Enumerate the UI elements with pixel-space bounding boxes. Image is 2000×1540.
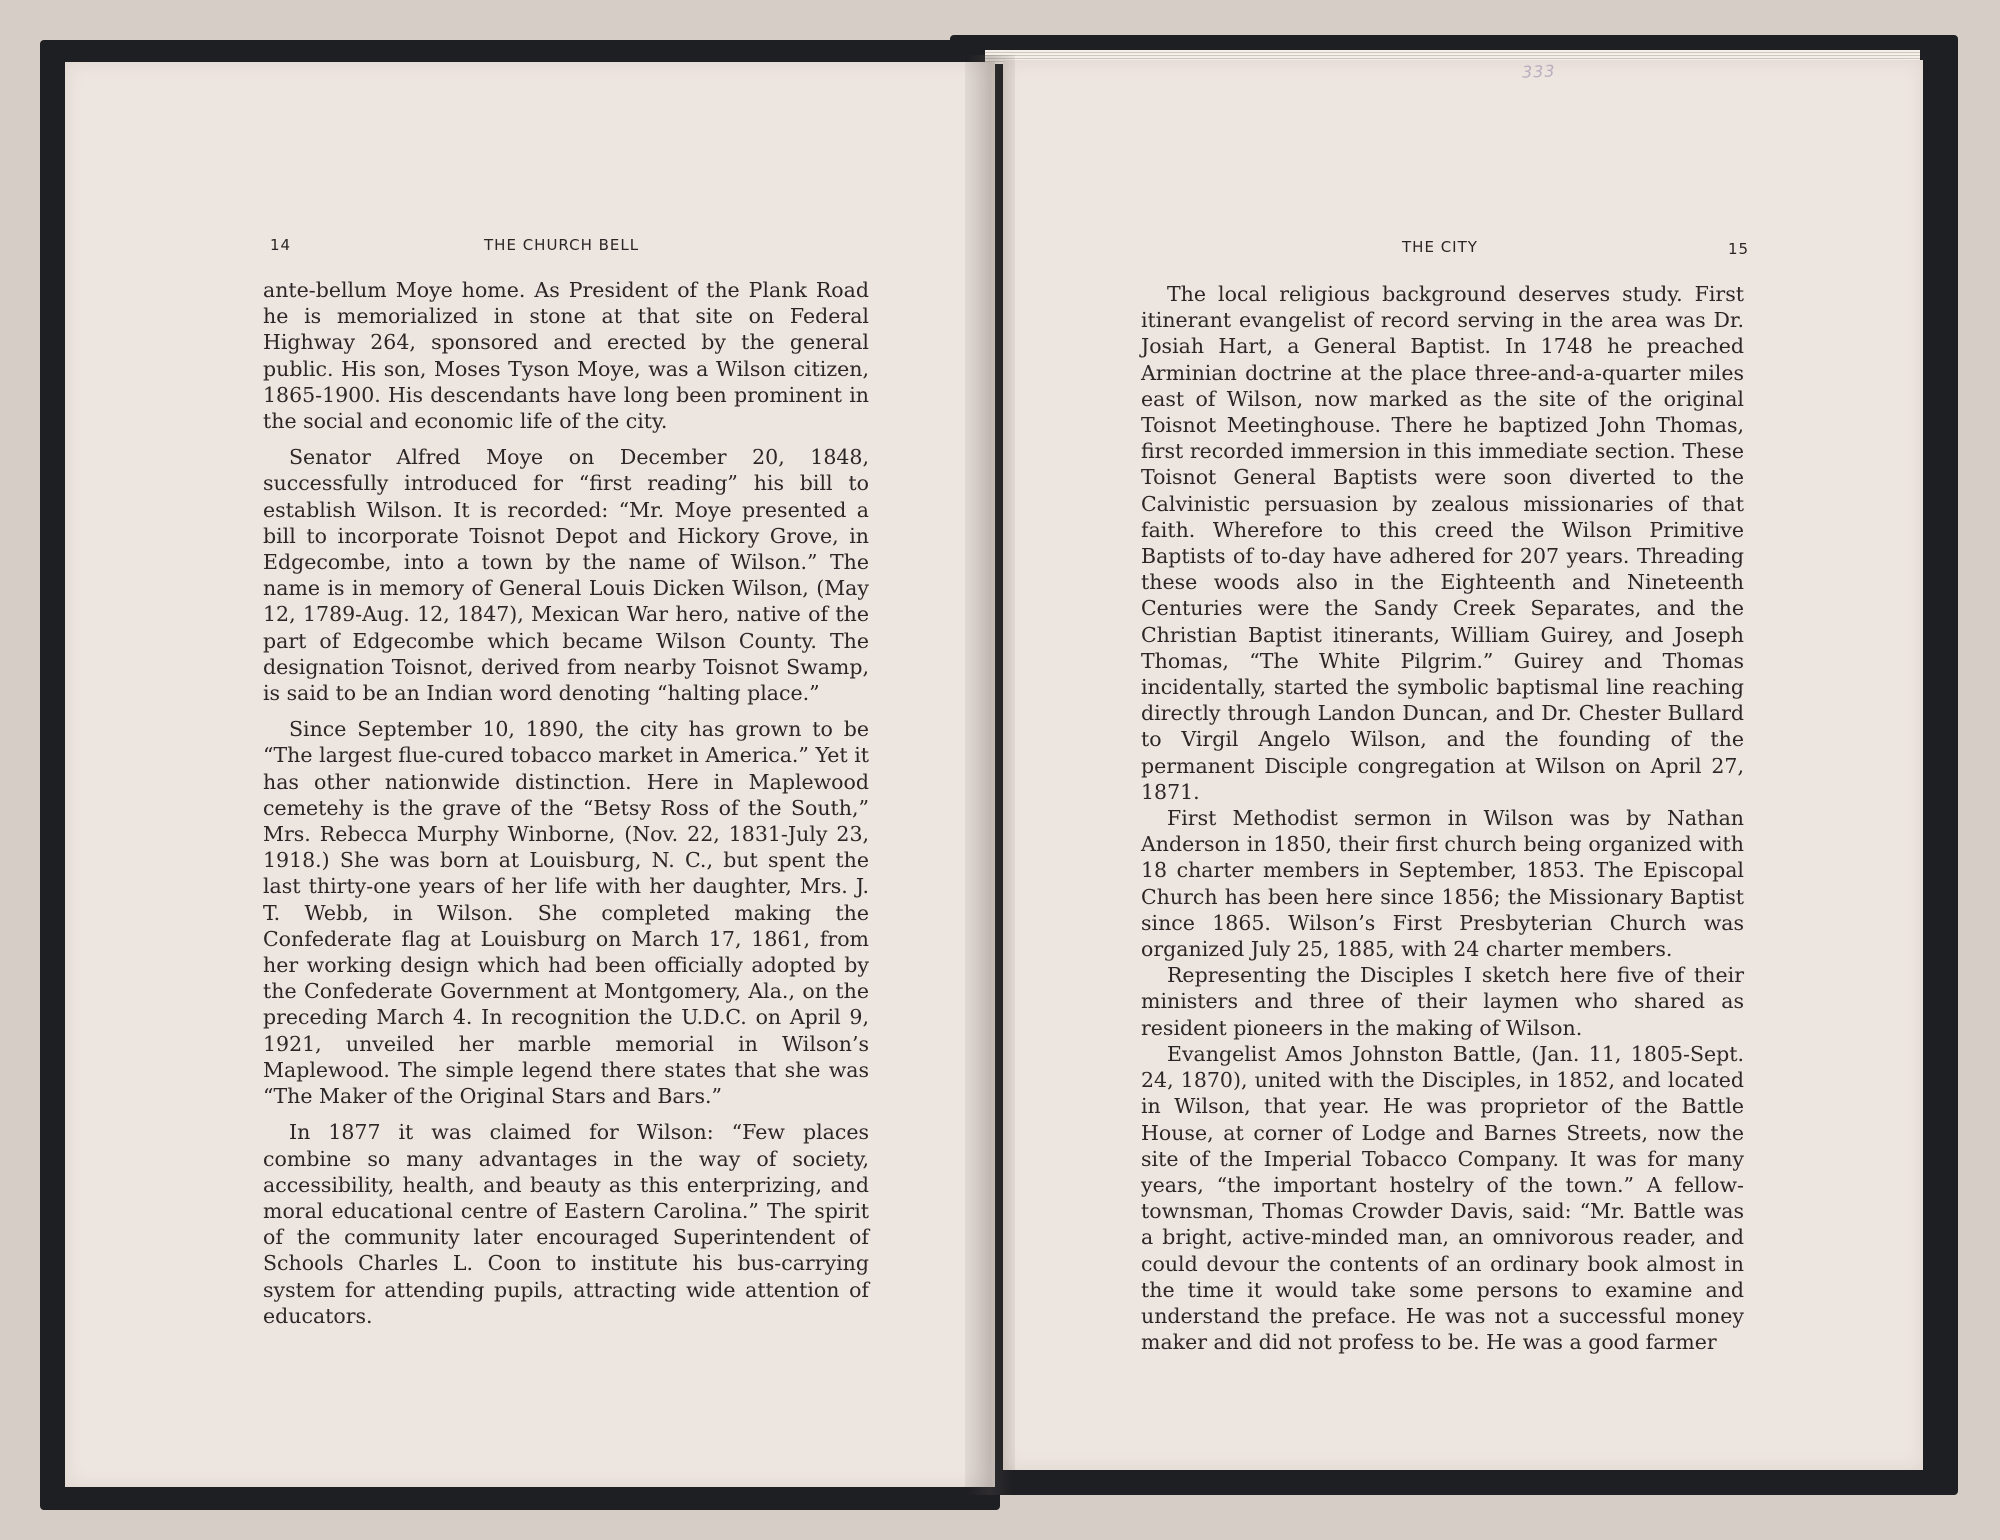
paragraph: Since September 10, 1890, the city has grown to be “The largest flue-cured tobacco market in America.” Yet it has other nationwide distinction. Here in Maplewood cemetehy is the grave of the “Betsy Ross of the South,” Mrs. Rebecca Murphy Winborne, (Nov. 22, 1831-July 23, 1918.) She was born at Louisburg, N. C., but spent the last thirty-one years of her life with her daughter, Mrs. J. T. Webb, in Wilson. She completed making the Confederate flag at Louisburg on March 17, 1861, from her working design which had been officially adopted by the Confederate Government at Montgomery, Ala., on the preceding March 4. In recognition the U.D.C. on April 9, 1921, unveiled her marble memorial in Wilson’s Maplewood. The simple legend there states that she was “The Maker of the Original Stars and Bars.”: [263, 717, 869, 1109]
pencil-stamp: 333: [1521, 61, 1556, 82]
right-page-number: 15: [1728, 240, 1750, 258]
left-page-number: 14: [270, 236, 292, 254]
left-running-head: THE CHURCH BELL: [484, 236, 640, 254]
paragraph: ante-bellum Moye home. As President of the Plank Road he is memorialized in stone at that site on Federal Highway 264, sponsored and erected by the general public. His son, Moses Tyson Moye, was a Wilson citizen, 1865-1900. His descendants have long been prominent in the social and economic life of the city.: [263, 278, 869, 434]
paragraph: Evangelist Amos Johnston Battle, (Jan. 11, 1805-Sept. 24, 1870), united with the Disciples, in 1852, and located in Wilson, that year. He was proprietor of the Battle House, at corner of Lodge and Barnes Streets, now the site of the Imperial Tobacco Company. It was for many years, “the important hostelry of the town.” A fellow-townsman, Thomas Crowder Davis, said: “Mr. Battle was a bright, active-minded man, an omnivorous reader, and could devour the contents of an ordinary book almost in the time it would take some persons to examine and understand the preface. He was not a successful money maker and did not profess to be. He was a good farmer: [1141, 1041, 1744, 1355]
paragraph: In 1877 it was claimed for Wilson: “Few places combine so many advantages in the way of society, accessibility, health, and beauty as this enterprizing, and moral educational centre of Eastern Carolina.” The spirit of the community later encouraged Superintendent of Schools Charles L. Coon to institute his bus-carrying system for attending pupils, attracting wide attention of educators.: [263, 1120, 869, 1328]
right-page-text: [1141, 281, 1744, 1355]
left-page-text: [263, 277, 869, 1329]
paragraph: Senator Alfred Moye on December 20, 1848, successfully introduced for “first reading” his bill to establish Wilson. It is recorded: “Mr. Moye presented a bill to incorporate Toisnot Depot and Hickory Grove, in Edgecombe, into a town by the name of Wilson.” The name is in memory of General Louis Dicken Wilson, (May 12, 1789-Aug. 12, 1847), Mexican War hero, native of the part of Edgecombe which became Wilson County. The designation Toisnot, derived from nearby Toisnot Swamp, is said to be an Indian word denoting “halting place.”: [263, 445, 869, 706]
right-running-head: THE CITY: [1402, 238, 1478, 256]
paragraph: First Methodist sermon in Wilson was by Nathan Anderson in 1850, their first church being organized with 18 charter members in September, 1853. The Episcopal Church has been here since 1856; the Missionary Baptist since 1865. Wilson’s First Presbyterian Church was organized July 25, 1885, with 24 charter members.: [1141, 806, 1744, 962]
paragraph: Representing the Disciples I sketch here five of their ministers and three of their laymen who shared as resident pioneers in the making of Wilson.: [1141, 963, 1744, 1040]
book-gutter: [965, 55, 1015, 1495]
paragraph: The local religious background deserves study. First itinerant evangelist of record serving in the area was Dr. Josiah Hart, a General Baptist. In 1748 he preached Arminian doctrine at the place three-and-a-quarter miles east of Wilson, now marked as the site of the original Toisnot Meetinghouse. There he baptized John Thomas, first recorded immersion in this immediate section. These Toisnot General Baptists were soon diverted to the Calvinistic persuasion by zealous missionaries of that faith. Wherefore to this creed the Wilson Primitive Baptists of to-day have adhered for 207 years. Threading these woods also in the Eighteenth and Nineteenth Centuries were the Sandy Creek Separates, and the Christian Baptist itinerants, William Guirey, and Joseph Thomas, “The White Pilgrim.” Guirey and Thomas incidentally, started the symbolic baptismal line reaching directly through Landon Duncan, and Dr. Chester Bullard to Virgil Angelo Wilson, and the founding of the permanent Disciple congregation at Wilson on April 27, 1871.: [1141, 282, 1744, 804]
